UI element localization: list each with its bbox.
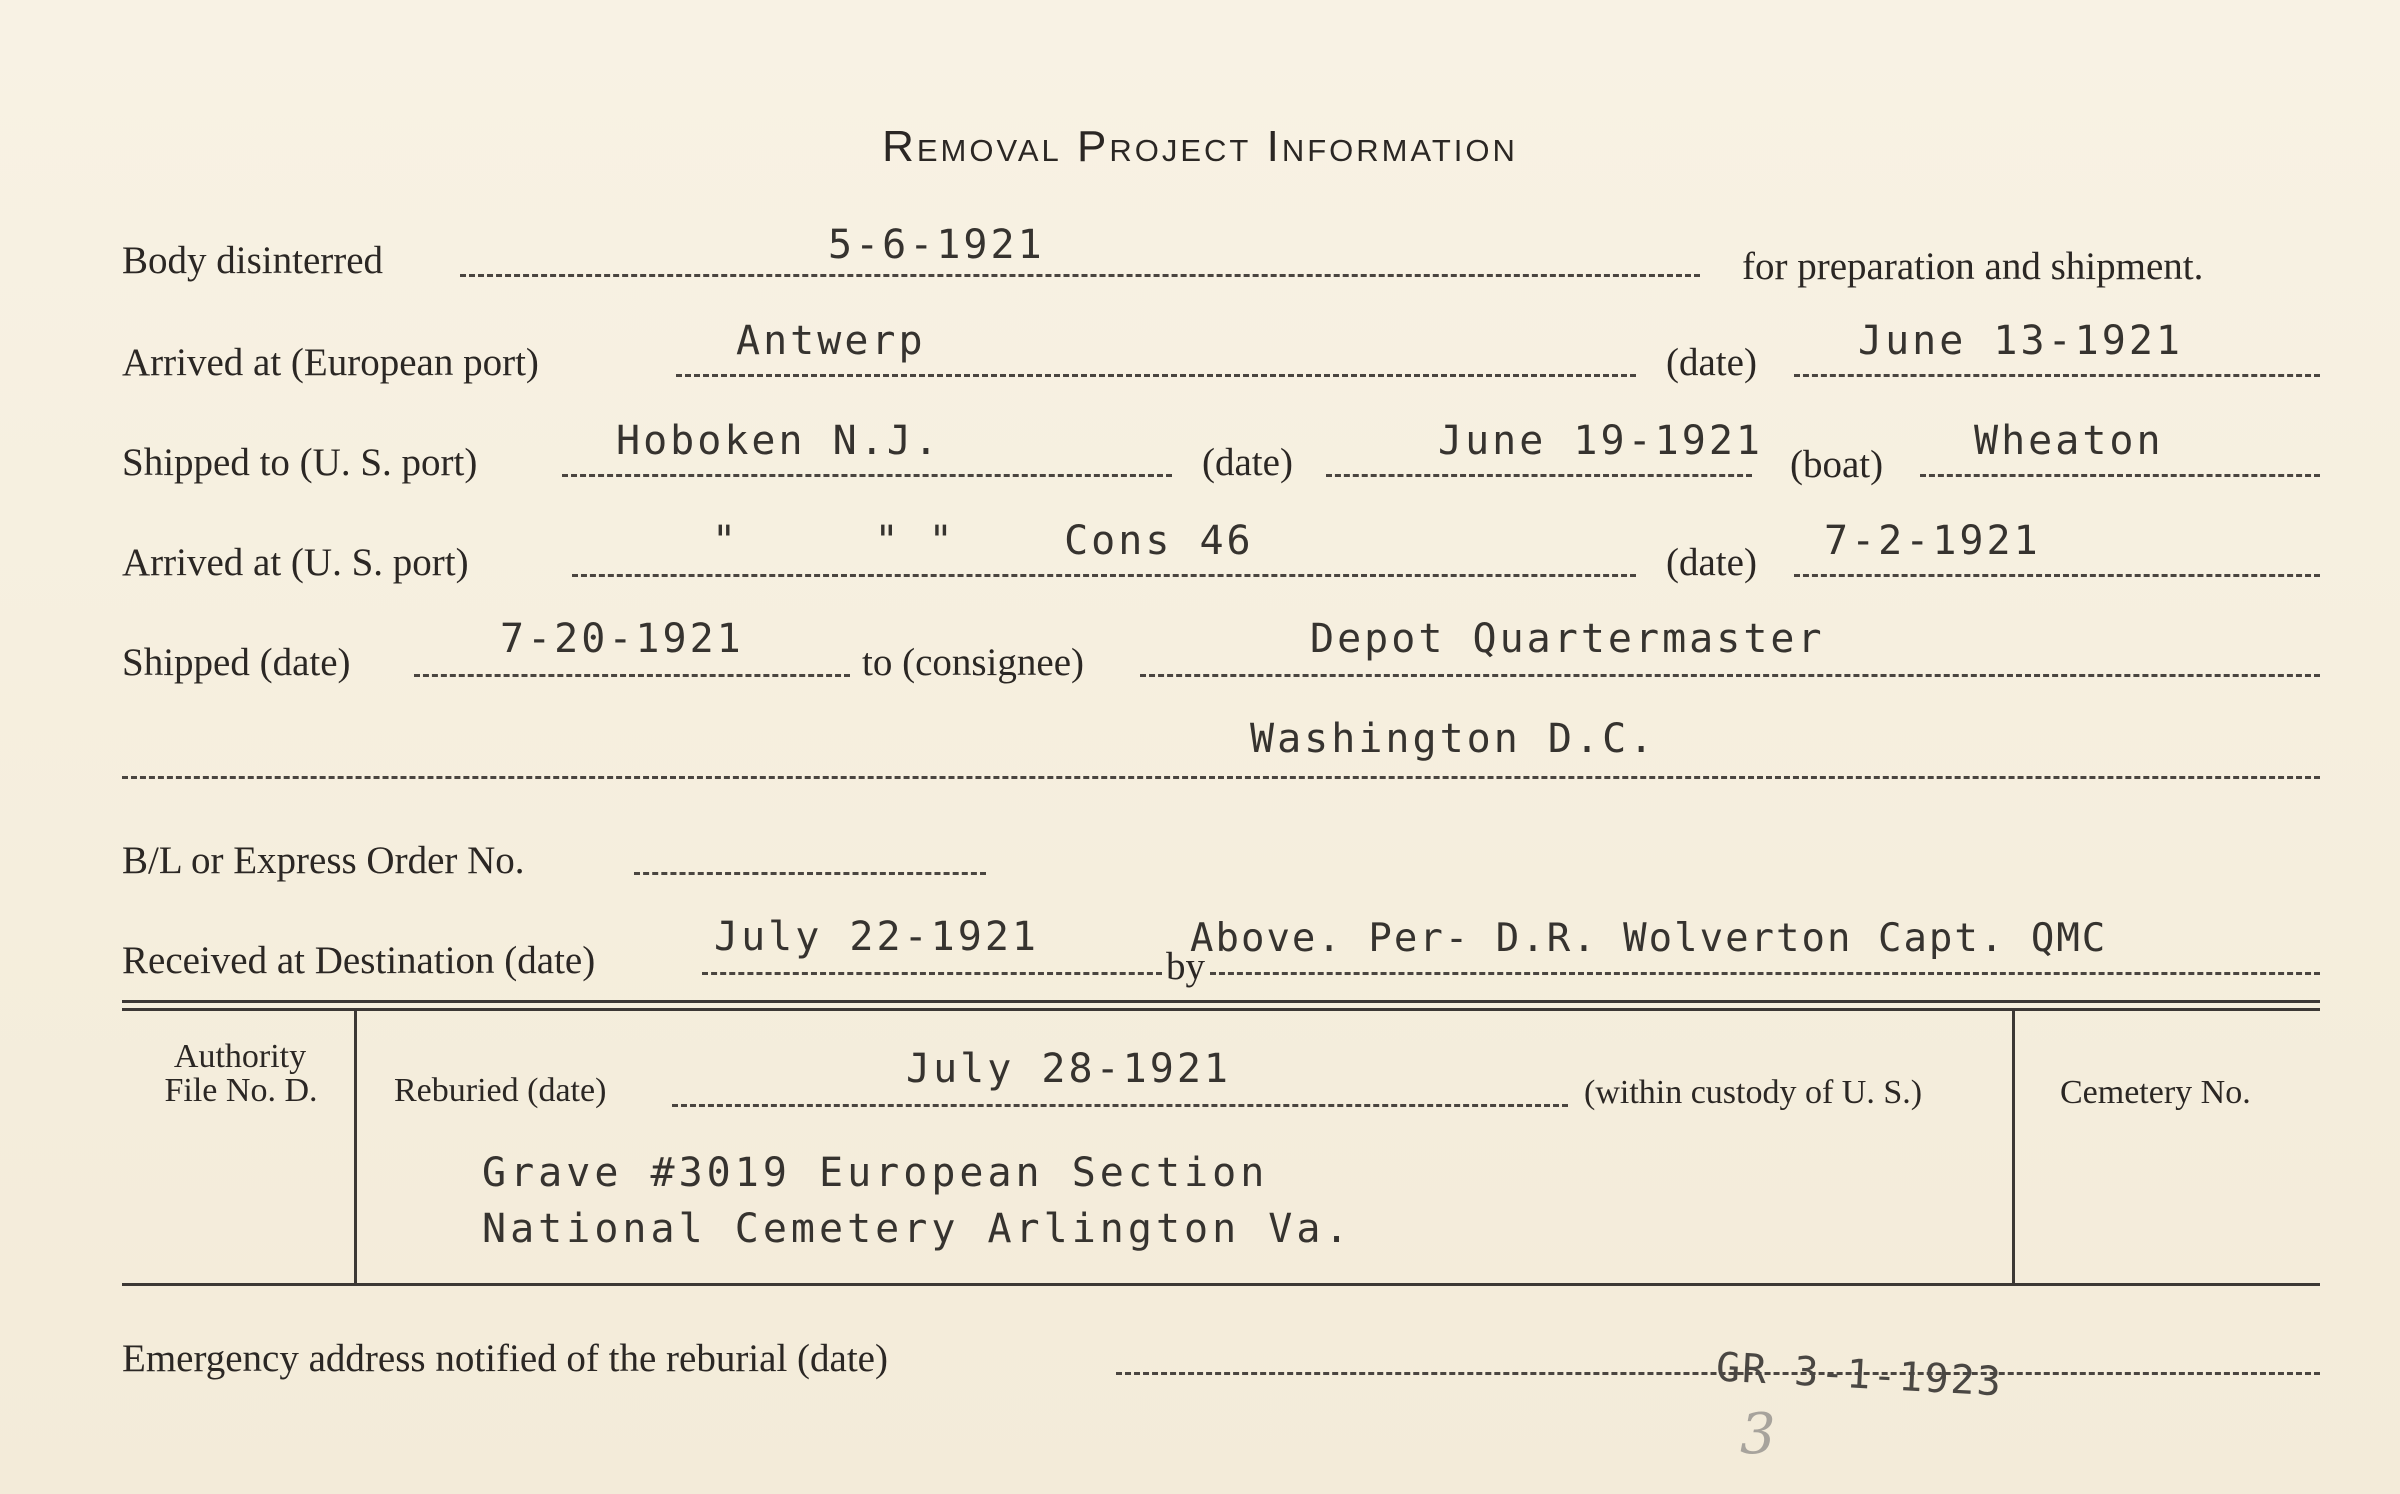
value-us-port: Hoboken N.J. — [616, 418, 941, 464]
leader-arrived-us-port — [572, 574, 1636, 577]
label-by: by — [1166, 945, 1205, 988]
divider-left — [354, 1011, 357, 1283]
label-file-no: File No. D. — [164, 1072, 318, 1109]
leader-body-disinterred — [460, 274, 1700, 277]
label-shipped-us-port: Shipped to (U. S. port) — [122, 441, 478, 484]
leader-bl-order — [634, 872, 986, 875]
label-boat: (boat) — [1790, 443, 1884, 486]
leader-boat — [1920, 474, 2320, 477]
value-reburied-date: July 28-1921 — [906, 1046, 1231, 1092]
value-received-date: July 22-1921 — [714, 914, 1039, 960]
leader-reburied-date — [672, 1104, 1568, 1107]
label-us-ship-date: (date) — [1202, 441, 1293, 484]
label-cemetery-no: Cemetery No. — [2060, 1074, 2251, 1111]
leader-shipped-date — [414, 674, 850, 677]
divider-bottom — [122, 1283, 2320, 1286]
label-authority: Authority — [173, 1038, 307, 1075]
pencil-mark: 3 — [1740, 1402, 1776, 1467]
divider-top-1 — [122, 1000, 2320, 1003]
leader-consignee-continued — [122, 776, 2320, 779]
label-reburied-date: Reburied (date) — [394, 1072, 607, 1109]
value-emergency-date: GR 3-1-1923 — [1714, 1344, 2004, 1406]
label-arrived-european-port: Arrived at (European port) — [122, 341, 539, 384]
value-consignee-2: Washington D.C. — [1250, 716, 1657, 762]
divider-top-2 — [122, 1008, 2320, 1011]
label-arrived-us-port: Arrived at (U. S. port) — [122, 541, 469, 584]
label-us-arrival-date: (date) — [1666, 541, 1757, 584]
divider-right — [2012, 1011, 2015, 1283]
leader-consignee — [1140, 674, 2320, 677]
value-us-arrival-date: 7-2-1921 — [1824, 518, 2041, 564]
value-grave-line-1: Grave #3019 European Section — [482, 1150, 1269, 1196]
label-for-preparation: for preparation and shipment. — [1742, 245, 2204, 288]
value-shipped-date: 7-20-1921 — [500, 616, 744, 662]
label-received-destination: Received at Destination (date) — [122, 939, 596, 982]
value-boat: Wheaton — [1974, 418, 2164, 464]
value-grave-line-2: National Cemetery Arlington Va. — [482, 1206, 1353, 1252]
leader-us-ship-date — [1326, 474, 1752, 477]
leader-us-port — [562, 474, 1172, 477]
form-title: Removal Project Information — [882, 122, 1518, 171]
value-european-port: Antwerp — [736, 318, 926, 364]
leader-received-date — [702, 972, 1162, 975]
label-european-date: (date) — [1666, 341, 1757, 384]
label-consignee: to (consignee) — [862, 641, 1085, 684]
value-consignee-1: Depot Quartermaster — [1310, 616, 1825, 662]
value-received-by: Above. Per- D.R. Wolverton Capt. QMC — [1190, 916, 2108, 961]
leader-european-date — [1794, 374, 2320, 377]
value-arrived-us-port: " " " Cons 46 — [712, 518, 1254, 564]
label-body-disinterred: Body disinterred — [122, 239, 384, 282]
leader-us-arrival-date — [1794, 574, 2320, 577]
label-shipped-date: Shipped (date) — [122, 641, 351, 684]
label-within-custody: (within custody of U. S.) — [1584, 1074, 1923, 1111]
leader-received-by — [1210, 972, 2320, 975]
label-emergency-address: Emergency address notified of the reburial (date) — [122, 1337, 888, 1380]
value-body-disinterred: 5-6-1921 — [828, 222, 1045, 268]
value-european-date: June 13-1921 — [1858, 318, 2183, 364]
value-us-ship-date: June 19-1921 — [1438, 418, 1763, 464]
label-bl-order: B/L or Express Order No. — [122, 839, 525, 882]
leader-european-port — [676, 374, 1636, 377]
